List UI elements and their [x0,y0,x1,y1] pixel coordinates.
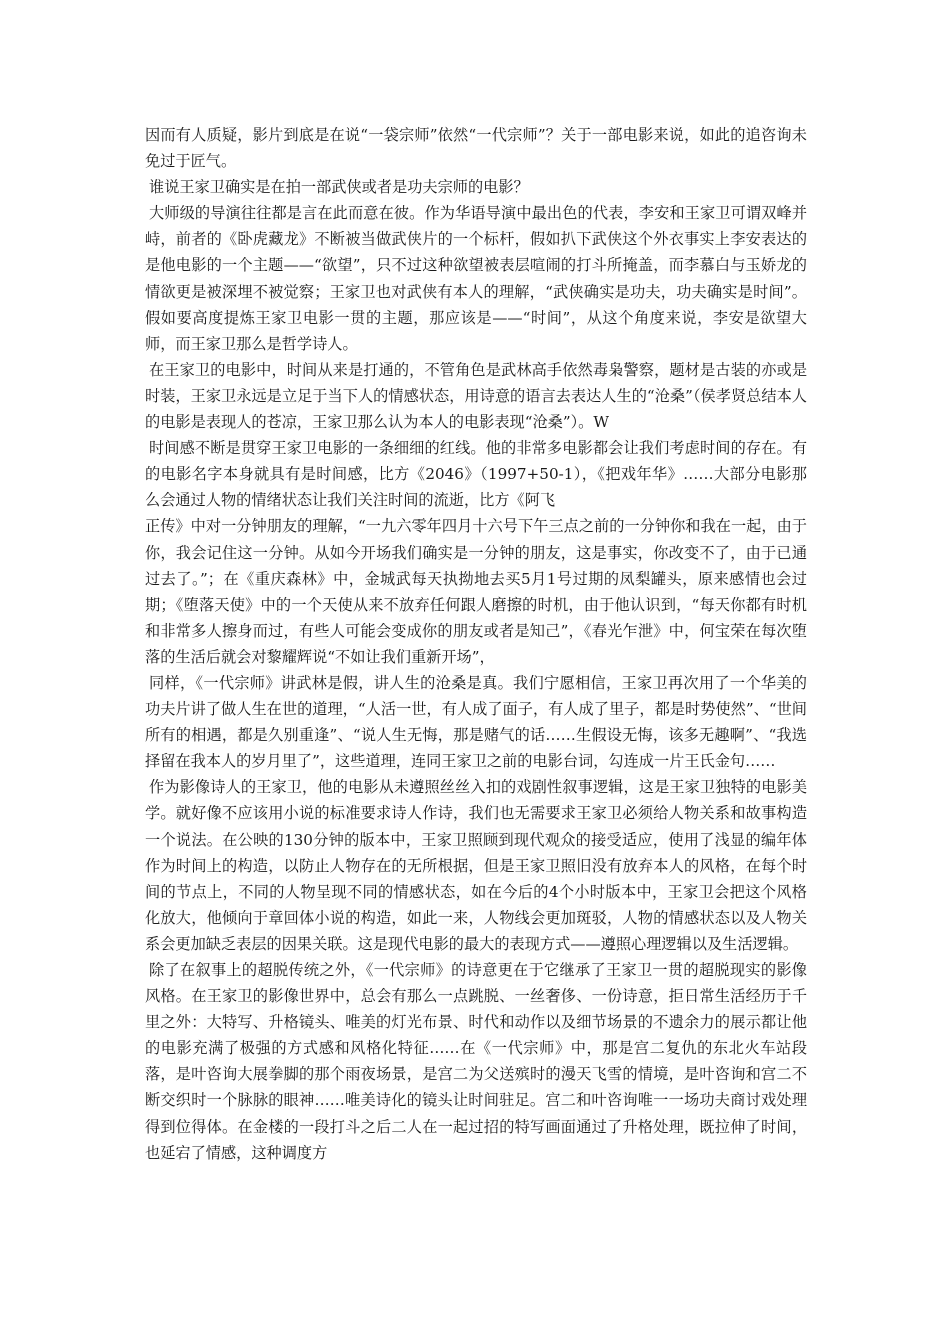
paragraph-7: 同样，《一代宗师》讲武林是假，讲人生的沧桑是真。我们宁愿相信，王家卫再次用了一个华美的功夫片讲了做人生在世的道理，“人活一世，有人成了面子，有人成了里子，都是时势使然”、“世间所有的相遇，都是久别重逢”、“说人生无悔，那是赌气的话……生假设无悔，该多无趣啊”、“我选择留在我本人的岁月里了”，这些道理，连同王家卫之前的电影台词，勾连成一片王氏金句…… [145,673,807,771]
paragraph-1: 因而有人质疑，影片到底是在说“一袋宗师”依然“一代宗师”？关于一部电影来说，如此的追咨询未免过于匠气。 [145,126,807,171]
paragraph-4: 在王家卫的电影中，时间从来是打通的，不管角色是武林高手依然毒枭警察，题材是古装的亦或是时装，王家卫永远是立足于当下人的情感状态，用诗意的语言去表达人生的“沧桑”（侯孝贤总结本人的电影是表现人的苍凉，王家卫那么认为本人的电影表现“沧桑”）。W [145,360,807,432]
article-body [145,122,807,1166]
paragraph-8: 作为影像诗人的王家卫，他的电影从未遵照丝丝入扣的戏剧性叙事逻辑，这是王家卫独特的电影美学。就好像不应该用小说的标准要求诗人作诗，我们也无需要求王家卫必须给人物关系和故事构造一个说法。在公映的130分钟的版本中，王家卫照顾到现代观众的接受适应，使用了浅显的编年体作为时间上的构造，以防止人物存在的无所根据，但是王家卫照旧没有放弃本人的风格，在每个时间的节点上，不同的人物呈现不同的情感状态，如在今后的4个小时版本中，王家卫会把这个风格化放大，他倾向于章回体小说的构造，如此一来，人物线会更加斑驳，人物的情感状态以及人物关系会更加缺乏表层的因果关联。这是现代电影的最大的表现方式——遵照心理逻辑以及生活逻辑。 [145,778,807,953]
paragraph-3: 大师级的导演往往都是言在此而意在彼。作为华语导演中最出色的代表，李安和王家卫可谓双峰并峙，前者的《卧虎藏龙》不断被当做武侠片的一个标杆，假如扒下武侠这个外衣事实上李安表达的是他电影的一个主题——“欲望”，只不过这种欲望被表层喧闹的打斗所掩盖，而李慕白与玉娇龙的情欲更是被深埋不被觉察；王家卫也对武侠有本人的理解，“武侠确实是功夫，功夫确实是时间”。假如要高度提炼王家卫电影一贯的主题，那应该是——“时间”，从这个角度来说，李安是欲望大师，而王家卫那么是哲学诗人。 [145,204,807,353]
paragraph-9: 除了在叙事上的超脱传统之外，《一代宗师》的诗意更在于它继承了王家卫一贯的超脱现实的影像风格。在王家卫的影像世界中，总会有那么一点跳脱、一丝奢侈、一份诗意，拒日常生活经历于千里之外：大特写、升格镜头、唯美的灯光布景、时代和动作以及细节场景的不遗余力的展示都让他的电影充满了极强的方式感和风格化特征……在《一代宗师》中，那是宫二复仇的东北火车站段落，是叶咨询大展拳脚的那个雨夜场景，是宫二为父送殡时的漫天飞雪的情境，是叶咨询和宫二不断交织时一个脉脉的眼神……唯美诗化的镜头让时间驻足。宫二和叶咨询唯一一场功夫商讨戏处理得到位得体。在金楼的一段打斗之后二人在一起过招的特写画面通过了升格处理，既拉伸了时间，也延宕了情感，这种调度方 [145,961,807,1162]
paragraph-5: 时间感不断是贯穿王家卫电影的一条细细的红线。他的非常多电影都会让我们考虑时间的存在。有的电影名字本身就具有是时间感，比方《2046》（1997+50-1），《把戏年华》……大部分电影那么会通过人物的情绪状态让我们关注时间的流逝，比方《阿飞 [145,439,807,510]
paragraph-2: 谁说王家卫确实是在拍一部武侠或者是功夫宗师的电影？ [149,178,529,197]
paragraph-6: 正传》中对一分钟朋友的理解，“一九六零年四月十六号下午三点之前的一分钟你和我在一起，由于你，我会记住这一分钟。从如今开场我们确实是一分钟的朋友，这是事实，你改变不了，由于已通过去了。”；在《重庆森林》中，金城武每天执拗地去买5月1号过期的凤梨罐头，原来感情也会过期；《堕落天使》中的一个天使从来不放弃任何跟人磨擦的时机，由于他认识到，“每天你都有时机和非常多人擦身而过，有些人可能会变成你的朋友或者是知己”，《春光乍泄》中，何宝荣在每次堕落的生活后就会对黎耀辉说“不如让我们重新开场”， [145,517,807,666]
